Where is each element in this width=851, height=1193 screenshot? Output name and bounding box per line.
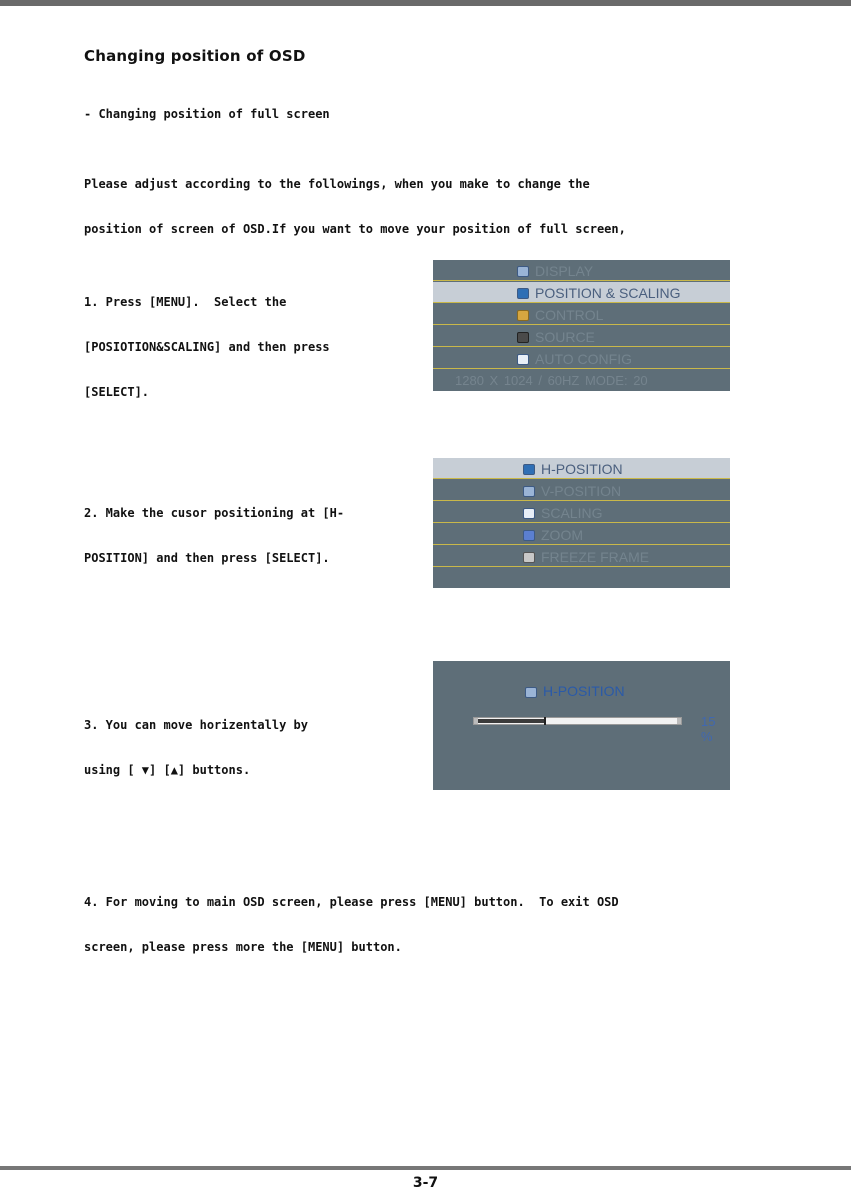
slider-fill	[478, 719, 544, 723]
h-position-value: 15 %	[701, 714, 716, 744]
osd-menu-item: ZOOM	[433, 524, 730, 545]
h-position-icon	[525, 687, 537, 698]
control-icon	[517, 310, 529, 321]
step-line: 1. Press [MENU]. Select the	[84, 295, 287, 309]
section-subtitle: - Changing position of full screen	[84, 107, 330, 121]
step-line: 3. You can move horizentally by	[84, 718, 308, 732]
step-2-text	[84, 476, 344, 581]
step-line: 2. Make the cusor positioning at [H-	[84, 506, 345, 520]
step-line: [SELECT].	[84, 385, 150, 399]
osd-menu-item: FREEZE FRAME	[433, 546, 730, 567]
osd-menu-item: DISPLAY	[433, 260, 730, 281]
scaling-icon	[523, 508, 535, 519]
osd-h-position-adjust	[433, 661, 730, 790]
source-icon	[517, 332, 529, 343]
v-position-icon	[523, 486, 535, 497]
auto-config-icon	[517, 354, 529, 365]
osd-menu-item: SOURCE	[433, 326, 730, 347]
step-line: using [ ▼] [▲] buttons.	[84, 763, 251, 777]
osd-main-menu	[433, 260, 730, 391]
top-rule	[0, 0, 851, 6]
osd-menu-item: AUTO CONFIG	[433, 348, 730, 369]
page-title: Changing position of OSD	[84, 47, 306, 65]
step-line: screen, please press more the [MENU] button.	[84, 940, 402, 954]
page-number: 3-7	[412, 1175, 439, 1191]
osd-menu-item: CONTROL	[433, 304, 730, 325]
osd-position-menu	[433, 458, 730, 588]
osd-menu-item-selected: H-POSITION	[433, 458, 730, 479]
step-line: [POSIOTION&SCALING] and then press	[84, 340, 330, 354]
step-4-text	[84, 865, 619, 970]
osd-status-footer: 1280 X 1024 / 60HZ MODE: 20	[455, 373, 648, 388]
osd-menu-item: V-POSITION	[433, 480, 730, 501]
bottom-rule	[0, 1166, 851, 1170]
slider-knob[interactable]	[544, 717, 546, 725]
step-1-text	[84, 265, 330, 415]
osd-menu-item-selected: POSITION & SCALING	[433, 282, 730, 303]
osd-menu-item: SCALING	[433, 502, 730, 523]
intro-line: position of screen of OSD.If you want to move your position of full screen,	[84, 222, 626, 236]
zoom-icon	[523, 530, 535, 541]
intro-paragraph	[84, 147, 626, 252]
position-scaling-icon	[517, 288, 529, 299]
h-position-icon	[523, 464, 535, 475]
h-position-title: H-POSITION	[525, 683, 625, 699]
slider-right-end	[677, 718, 681, 724]
display-icon	[517, 266, 529, 277]
step-line: POSITION] and then press [SELECT].	[84, 551, 330, 565]
step-line: 4. For moving to main OSD screen, please press [MENU] button. To exit OSD	[84, 895, 619, 909]
step-3-text	[84, 688, 308, 793]
intro-line: Please adjust according to the followings, when you make to change the	[84, 177, 590, 191]
freeze-frame-icon	[523, 552, 535, 563]
h-position-slider[interactable]	[473, 717, 682, 725]
